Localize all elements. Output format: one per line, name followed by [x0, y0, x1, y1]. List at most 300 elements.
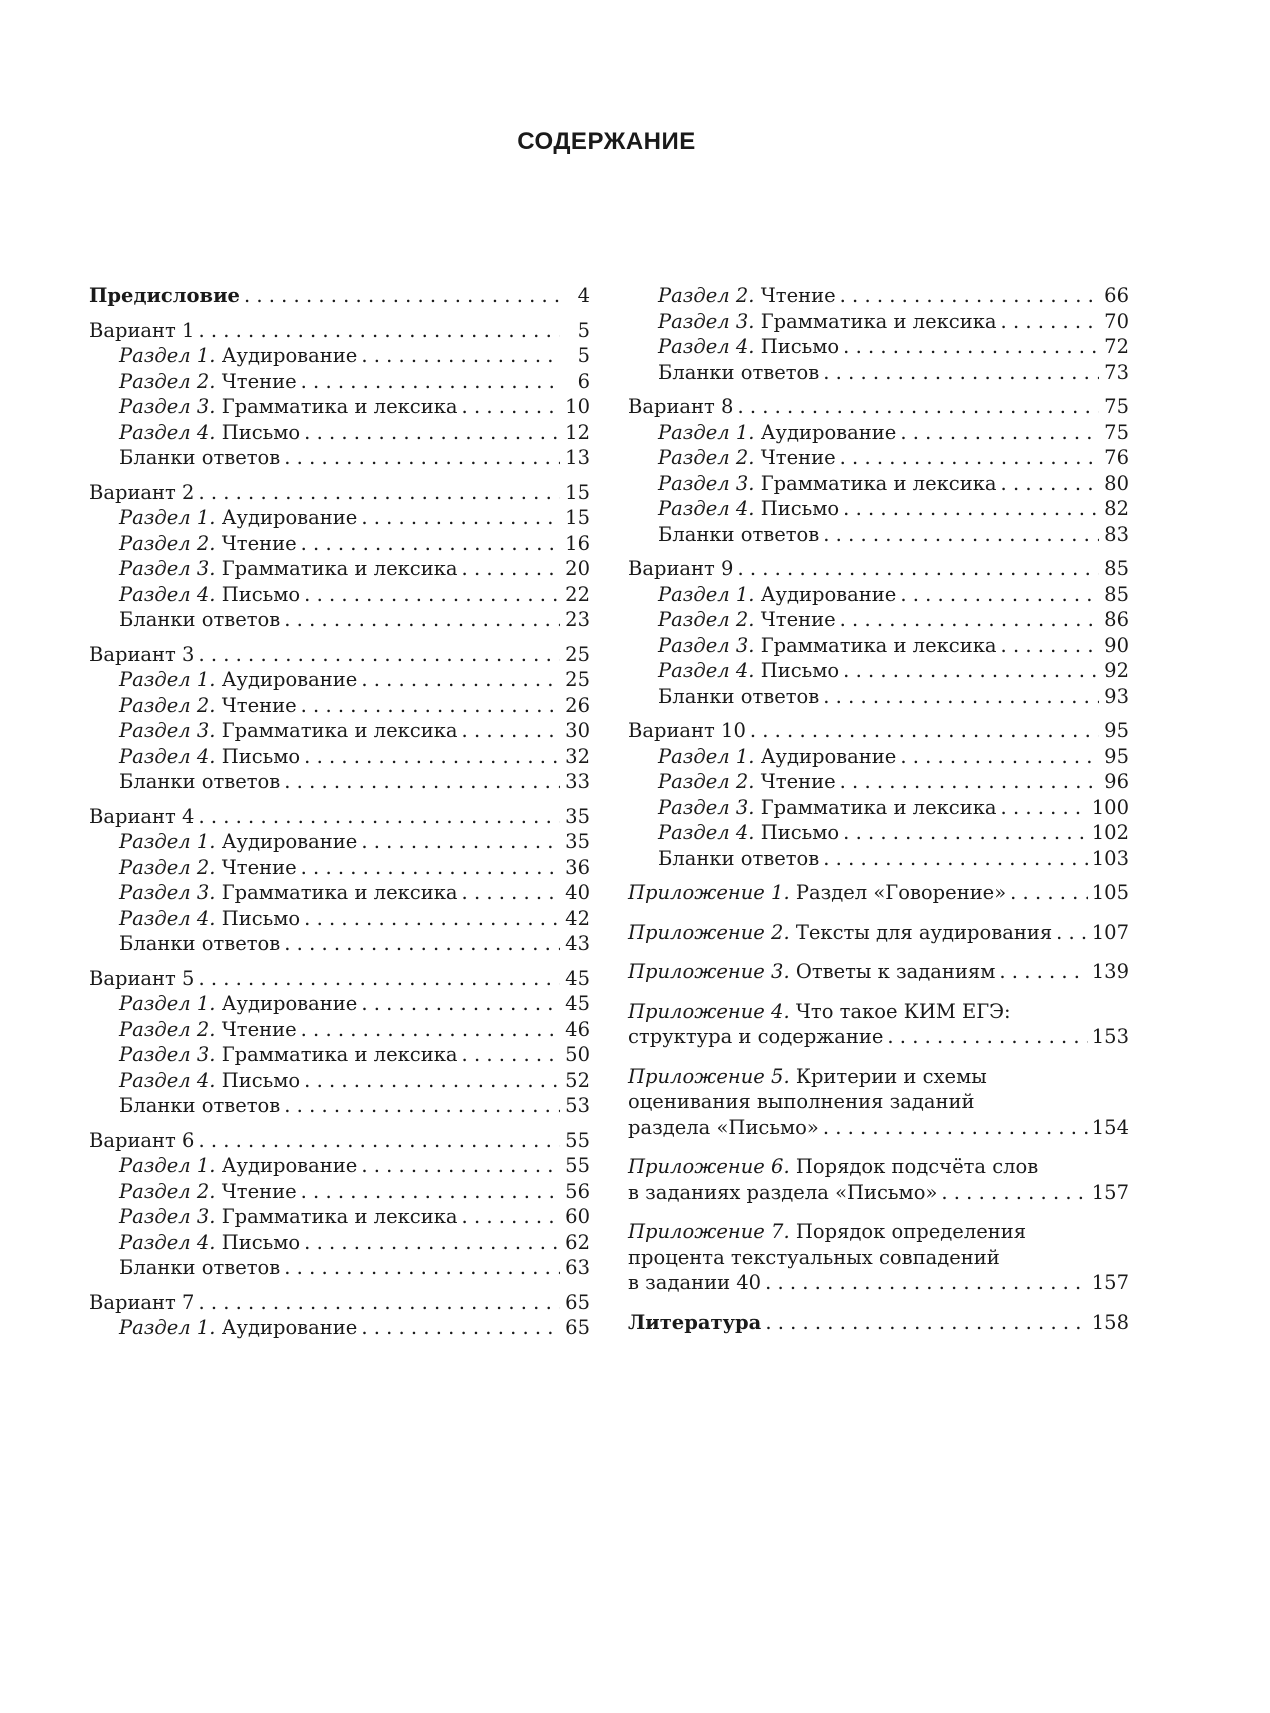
- toc-entry-page: 157: [1091, 1180, 1129, 1204]
- section-entry: [628, 633, 1129, 659]
- section-entry: [89, 1068, 590, 1094]
- toc-entry-text: Грамматика и лексика: [215, 1043, 458, 1066]
- variant-entry: [628, 556, 1129, 582]
- variant-group: [89, 642, 590, 795]
- toc-entry-text: Грамматика и лексика: [754, 795, 997, 819]
- dot-leader: [1010, 880, 1088, 906]
- toc-entry-label: [119, 420, 300, 446]
- toc-entry-label: [628, 1115, 819, 1141]
- toc-entry-label: [628, 718, 746, 744]
- toc-entry-text: Грамматика и лексика: [754, 471, 997, 495]
- variant-group: [628, 556, 1129, 709]
- dot-leader: [284, 607, 560, 633]
- toc-entry-text: в задании 40: [628, 1271, 762, 1294]
- toc-entry-text: Тексты для аудирования: [789, 920, 1053, 944]
- dot-leader: [301, 693, 560, 719]
- toc-entry-page: 66: [1104, 284, 1129, 307]
- appendix-entry: [628, 1219, 1129, 1296]
- toc-entry-text: Чтение: [215, 1017, 297, 1041]
- section-entry: [628, 283, 1129, 309]
- toc-entry-italic-prefix: Раздел 4.: [119, 420, 216, 444]
- toc-entry-label: [628, 959, 995, 985]
- toc-entry-label: [119, 855, 297, 881]
- toc-entry-text: Бланки ответов: [119, 932, 281, 955]
- toc-entry-italic-prefix: Раздел 4.: [658, 659, 755, 682]
- toc-entry-page: 4: [577, 284, 590, 307]
- appendix-line: [628, 959, 1129, 985]
- dot-leader: [304, 906, 560, 932]
- toc-entry-page: 62: [565, 1230, 590, 1254]
- appendix-text: процента текстуальных совпадений: [628, 1245, 1000, 1269]
- toc-entry-italic-prefix: Раздел 3.: [119, 719, 216, 742]
- variant-group: [89, 1290, 590, 1341]
- toc-entry-text: Письмо: [215, 744, 301, 768]
- toc-entry-text: Грамматика и лексика: [215, 557, 458, 580]
- variant-group: [89, 318, 590, 471]
- section-entry: [89, 1315, 590, 1341]
- toc-entry-text: Вариант 2: [89, 480, 195, 504]
- toc-entry-text: Письмо: [215, 906, 301, 930]
- toc-entry-label: [658, 820, 839, 846]
- appendix-italic-prefix: Приложение 7.: [628, 1220, 790, 1243]
- toc-entry-label: [658, 769, 836, 795]
- dot-leader: [1001, 795, 1088, 821]
- toc-entry-page: 55: [565, 1154, 590, 1177]
- toc-entry-label: [628, 1310, 761, 1336]
- section-entry: [89, 931, 590, 957]
- toc-entry-italic-prefix: Раздел 4.: [119, 1230, 216, 1254]
- toc-entry-text: Бланки ответов: [658, 360, 820, 384]
- toc-entry-italic-prefix: Раздел 2.: [119, 693, 216, 717]
- appendix-text: оценивания выполнения заданий: [628, 1090, 975, 1113]
- toc-entry-italic-prefix: Раздел 4.: [658, 335, 755, 358]
- toc-entry-page: 153: [1091, 1025, 1129, 1048]
- toc-entry-page: 154: [1091, 1115, 1129, 1139]
- toc-entry-text: Аудирование: [754, 582, 897, 606]
- section-entry: [628, 846, 1129, 872]
- toc-entry-page: 158: [1091, 1310, 1129, 1334]
- toc-entry-page: 35: [565, 804, 590, 828]
- toc-entry-label: [119, 445, 280, 471]
- dot-leader: [198, 1128, 560, 1154]
- toc-entry-text: Бланки ответов: [119, 446, 281, 469]
- dot-leader: [900, 582, 1099, 608]
- dot-leader: [737, 394, 1099, 420]
- toc-entry-text: Бланки ответов: [119, 1094, 281, 1117]
- toc-entry-label: [119, 1255, 280, 1281]
- appendix-entry: [628, 1154, 1129, 1205]
- dot-leader: [941, 1180, 1087, 1206]
- toc-entry-text: Раздел «Говорение»: [789, 881, 1007, 904]
- toc-entry-page: 103: [1091, 846, 1129, 870]
- toc-entry-italic-prefix: Раздел 2.: [658, 446, 755, 469]
- toc-left-column: [89, 283, 590, 1350]
- toc-entry-label: [89, 318, 194, 344]
- appendix-line: [628, 999, 1129, 1025]
- dot-leader: [1001, 471, 1099, 497]
- toc-entry-page: 25: [565, 668, 590, 691]
- toc-entry-text: Литература: [628, 1310, 762, 1334]
- toc-entry-italic-prefix: Раздел 2.: [119, 1017, 216, 1041]
- toc-entry-page: 15: [565, 480, 590, 504]
- dot-leader: [304, 744, 560, 770]
- section-entry: [628, 445, 1129, 471]
- section-entry: [628, 820, 1129, 846]
- toc-entry-label: [119, 582, 300, 608]
- toc-entry-page: 6: [577, 369, 590, 393]
- toc-entry-page: 22: [565, 582, 590, 606]
- appendix-entry: [628, 920, 1129, 946]
- variant-entry: [89, 966, 590, 992]
- dot-leader: [301, 1179, 560, 1205]
- toc-entry-italic-prefix: Раздел 1.: [119, 344, 216, 367]
- toc-entry-text: Ответы к заданиям: [789, 960, 996, 983]
- toc-entry-page: 139: [1091, 960, 1129, 983]
- toc-entry-text: Чтение: [215, 369, 297, 393]
- toc-entry-label: [89, 804, 194, 830]
- toc-entry-italic-prefix: Раздел 3.: [119, 395, 216, 418]
- dot-leader: [304, 1068, 560, 1094]
- dot-leader: [284, 769, 560, 795]
- dot-leader: [823, 846, 1087, 872]
- toc-entry-text: Чтение: [754, 608, 836, 631]
- dot-leader: [361, 829, 560, 855]
- toc-entry-text: Чтение: [754, 770, 836, 793]
- toc-entry-label: [658, 846, 819, 872]
- toc-entry-page: 60: [565, 1205, 590, 1228]
- toc-entry-label: [658, 684, 819, 710]
- toc-entry-page: 35: [565, 830, 590, 853]
- appendix-line: [628, 920, 1129, 946]
- toc-entry-text: Письмо: [754, 335, 840, 358]
- section-entry: [89, 1017, 590, 1043]
- toc-entry-text: Чтение: [215, 531, 297, 555]
- variant-group: [628, 718, 1129, 871]
- toc-entry-italic-prefix: Приложение 1.: [628, 881, 790, 904]
- variant-entry: [89, 1290, 590, 1316]
- section-entry: [628, 744, 1129, 770]
- toc-entry-page: 75: [1104, 395, 1129, 418]
- toc-entry-italic-prefix: Раздел 4.: [658, 497, 755, 520]
- appendix-entry: [628, 1064, 1129, 1141]
- dot-leader: [301, 1017, 560, 1043]
- toc-entry-text: Аудирование: [215, 668, 358, 691]
- toc-entry-label: [658, 445, 836, 471]
- toc-entry-text: Вариант 5: [89, 966, 195, 990]
- toc-entry-label: [628, 1180, 937, 1206]
- dot-leader: [284, 445, 560, 471]
- variant-7-continuation: [628, 283, 1129, 385]
- toc-entry-text: Аудирование: [754, 744, 897, 768]
- toc-entry-text: Вариант 3: [89, 642, 195, 666]
- toc-entry-italic-prefix: Раздел 2.: [119, 855, 216, 879]
- dot-leader: [840, 283, 1099, 309]
- dot-leader: [462, 394, 560, 420]
- toc-entry-page: 65: [565, 1316, 590, 1339]
- dot-leader: [462, 556, 560, 582]
- toc-entry-label: [119, 906, 300, 932]
- variant-entry: [628, 718, 1129, 744]
- toc-entry-italic-prefix: Раздел 3.: [658, 471, 755, 495]
- dot-leader: [823, 360, 1099, 386]
- dot-leader: [765, 1270, 1088, 1296]
- toc-entry-label: [89, 480, 194, 506]
- toc-entry-label: [119, 556, 458, 582]
- toc-entry-label: [89, 1290, 194, 1316]
- toc-entry-italic-prefix: Раздел 2.: [658, 284, 755, 307]
- toc-entry-text: Вариант 9: [628, 557, 734, 580]
- toc-entry-page: 32: [565, 744, 590, 768]
- section-entry: [89, 505, 590, 531]
- toc-entry-label: [119, 1315, 357, 1341]
- dot-leader: [843, 334, 1099, 360]
- dot-leader: [301, 855, 560, 881]
- toc-entry-label: [628, 556, 733, 582]
- dot-leader: [198, 642, 560, 668]
- section-entry: [628, 496, 1129, 522]
- appendix-line: [628, 1064, 1129, 1090]
- toc-entry-page: 82: [1104, 497, 1129, 520]
- section-entry: [89, 582, 590, 608]
- section-entry: [89, 343, 590, 369]
- toc-entry-text: Чтение: [754, 446, 836, 469]
- toc-entry-text: Грамматика и лексика: [215, 395, 458, 418]
- toc-entry-page: 45: [565, 992, 590, 1015]
- toc-entry-label: [658, 607, 836, 633]
- appendix-line: [628, 1245, 1129, 1271]
- variant-group: [89, 1128, 590, 1281]
- variant-group: [89, 480, 590, 633]
- dot-leader: [361, 667, 560, 693]
- dot-leader: [887, 1024, 1087, 1050]
- appendix-text: Порядок определения: [789, 1220, 1027, 1243]
- toc-entry-text: Письмо: [754, 659, 840, 682]
- appendix-entry: [628, 999, 1129, 1050]
- section-entry: [89, 855, 590, 881]
- variant-group: [89, 804, 590, 957]
- literature-entry: [628, 1310, 1129, 1336]
- toc-entry-label: [119, 1017, 297, 1043]
- appendix-line: [628, 1154, 1129, 1180]
- dot-leader: [840, 607, 1099, 633]
- toc-entry-text: Аудирование: [215, 1154, 358, 1177]
- section-entry: [628, 360, 1129, 386]
- toc-entry-label: [119, 1068, 300, 1094]
- appendix-entry: [628, 959, 1129, 985]
- dot-leader: [361, 505, 560, 531]
- toc-entry-page: 95: [1104, 744, 1129, 768]
- section-entry: [89, 769, 590, 795]
- toc-entry-text: Письмо: [215, 582, 301, 606]
- dot-leader: [823, 684, 1099, 710]
- section-entry: [628, 471, 1129, 497]
- toc-entry-text: Чтение: [215, 1179, 297, 1203]
- toc-entry-label: [658, 334, 839, 360]
- toc-entry-label: [119, 829, 357, 855]
- toc-entry-text: Аудирование: [215, 830, 358, 853]
- toc-entry-label: [628, 1024, 883, 1050]
- toc-entry-label: [119, 1093, 280, 1119]
- dot-leader: [304, 1230, 560, 1256]
- dot-leader: [1001, 633, 1099, 659]
- toc-entry-italic-prefix: Раздел 1.: [658, 582, 755, 606]
- dot-leader: [462, 1204, 560, 1230]
- dot-leader: [999, 959, 1087, 985]
- toc-entry-label: [119, 369, 297, 395]
- variant-entry: [89, 480, 590, 506]
- dot-leader: [198, 966, 560, 992]
- toc-entry-text: Аудирование: [215, 506, 358, 529]
- toc-entry-text: Вариант 8: [628, 395, 734, 418]
- variant-group: [89, 966, 590, 1119]
- toc-entry-page: 76: [1104, 446, 1129, 469]
- dot-leader: [900, 744, 1099, 770]
- toc-entry-page: 20: [565, 557, 590, 580]
- toc-entry-text: Грамматика и лексика: [215, 719, 458, 742]
- dot-leader: [843, 820, 1088, 846]
- variant-entry: [89, 642, 590, 668]
- toc-entry-page: 92: [1104, 659, 1129, 682]
- toc-entry-text: Вариант 10: [628, 719, 746, 742]
- toc-entry-italic-prefix: Раздел 1.: [119, 1316, 216, 1339]
- toc-entry-label: [89, 283, 240, 309]
- toc-entry-text: Грамматика и лексика: [215, 881, 458, 904]
- section-entry: [628, 769, 1129, 795]
- appendix-line: [628, 1115, 1129, 1141]
- section-entry: [89, 1204, 590, 1230]
- toc-entry-page: 36: [565, 855, 590, 879]
- toc-entry-page: 63: [565, 1256, 590, 1279]
- toc-entry-text: Бланки ответов: [658, 522, 820, 546]
- toc-entry-label: [119, 667, 357, 693]
- section-entry: [628, 795, 1129, 821]
- toc-entry-page: 42: [565, 906, 590, 930]
- dot-leader: [840, 769, 1099, 795]
- appendix-line: [628, 1180, 1129, 1206]
- toc-entry-page: 10: [565, 395, 590, 418]
- section-entry: [89, 744, 590, 770]
- toc-entry-page: 65: [565, 1290, 590, 1314]
- dot-leader: [304, 582, 560, 608]
- dot-leader: [361, 1153, 560, 1179]
- section-entry: [89, 531, 590, 557]
- toc-entry-label: [658, 496, 839, 522]
- dot-leader: [244, 283, 560, 309]
- dot-leader: [361, 343, 560, 369]
- section-entry: [89, 1042, 590, 1068]
- toc-entry-italic-prefix: Приложение 3.: [628, 960, 790, 983]
- toc-entry-label: [628, 920, 1052, 946]
- toc-entry-page: 15: [565, 506, 590, 529]
- dot-leader: [198, 318, 560, 344]
- toc-entry-label: [119, 1153, 357, 1179]
- dot-leader: [462, 718, 560, 744]
- toc-entry-italic-prefix: Раздел 3.: [119, 881, 216, 904]
- toc-entry-label: [119, 531, 297, 557]
- toc-entry-page: 80: [1104, 471, 1129, 495]
- dot-leader: [301, 531, 560, 557]
- dot-leader: [361, 1315, 560, 1341]
- toc-entry-text: Бланки ответов: [119, 770, 281, 793]
- toc-entry-label: [89, 1128, 194, 1154]
- toc-entry-page: 86: [1104, 608, 1129, 631]
- variant-entry: [89, 1128, 590, 1154]
- toc-entry-page: 45: [565, 966, 590, 990]
- toc-entry-italic-prefix: Раздел 1.: [119, 830, 216, 853]
- toc-entry-text: в заданиях раздела «Письмо»: [628, 1180, 938, 1204]
- toc-entry-label: [89, 642, 194, 668]
- toc-entry-page: 12: [565, 420, 590, 444]
- toc-entry-italic-prefix: Раздел 1.: [119, 1154, 216, 1177]
- toc-entry-page: 75: [1104, 420, 1129, 444]
- toc-entry-page: 102: [1091, 821, 1129, 844]
- section-entry: [628, 309, 1129, 335]
- preface-group: [89, 283, 590, 309]
- toc-entry-page: 55: [565, 1128, 590, 1152]
- dot-leader: [284, 1255, 560, 1281]
- appendix-line: [628, 1024, 1129, 1050]
- variant-entry: [628, 394, 1129, 420]
- toc-entry-label: [119, 718, 458, 744]
- toc-entry-text: Грамматика и лексика: [215, 1205, 458, 1228]
- toc-entry-text: Грамматика и лексика: [754, 309, 997, 333]
- toc-entry-italic-prefix: Раздел 1.: [658, 744, 755, 768]
- appendix-line: [628, 1270, 1129, 1296]
- section-entry: [628, 684, 1129, 710]
- section-entry: [89, 1179, 590, 1205]
- section-entry: [628, 420, 1129, 446]
- section-entry: [628, 658, 1129, 684]
- toc-entry-label: [119, 769, 280, 795]
- toc-entry-page: 93: [1104, 684, 1129, 708]
- toc-entry-text: Вариант 7: [89, 1290, 195, 1314]
- section-entry: [89, 1093, 590, 1119]
- toc-entry-page: 70: [1104, 309, 1129, 333]
- toc-entry-label: [658, 283, 836, 309]
- toc-entry-page: 26: [565, 693, 590, 717]
- toc-entry-page: 23: [565, 608, 590, 631]
- toc-entry-page: 56: [565, 1179, 590, 1203]
- toc-entry-page: 73: [1104, 360, 1129, 384]
- toc-entry-label: [119, 931, 280, 957]
- toc-entry-page: 157: [1091, 1271, 1129, 1294]
- toc-entry-text: Письмо: [215, 1068, 301, 1092]
- toc-entry-italic-prefix: Раздел 2.: [658, 608, 755, 631]
- section-entry: [628, 607, 1129, 633]
- toc-entry-label: [119, 607, 280, 633]
- toc-entry-page: 95: [1104, 719, 1129, 742]
- dot-leader: [750, 718, 1099, 744]
- section-entry: [89, 829, 590, 855]
- toc-entry-page: 43: [565, 932, 590, 955]
- toc-entry-label: [658, 795, 997, 821]
- toc-entry-text: Письмо: [215, 1230, 301, 1254]
- toc-entry-italic-prefix: Раздел 3.: [658, 309, 755, 333]
- toc-entry-label: [119, 744, 300, 770]
- toc-entry-label: [658, 582, 896, 608]
- toc-entry-label: [658, 522, 819, 548]
- toc-entry-italic-prefix: Раздел 2.: [119, 531, 216, 555]
- toc-entry-text: Вариант 4: [89, 804, 195, 828]
- dot-leader: [462, 1042, 560, 1068]
- toc-entry-page: 83: [1104, 522, 1129, 546]
- appendix-text: Критерии и схемы: [789, 1064, 987, 1088]
- toc-entry-italic-prefix: Раздел 2.: [658, 770, 755, 793]
- appendix-line: [628, 880, 1129, 906]
- section-entry: [89, 991, 590, 1017]
- section-entry: [628, 334, 1129, 360]
- toc-entry-label: [119, 880, 458, 906]
